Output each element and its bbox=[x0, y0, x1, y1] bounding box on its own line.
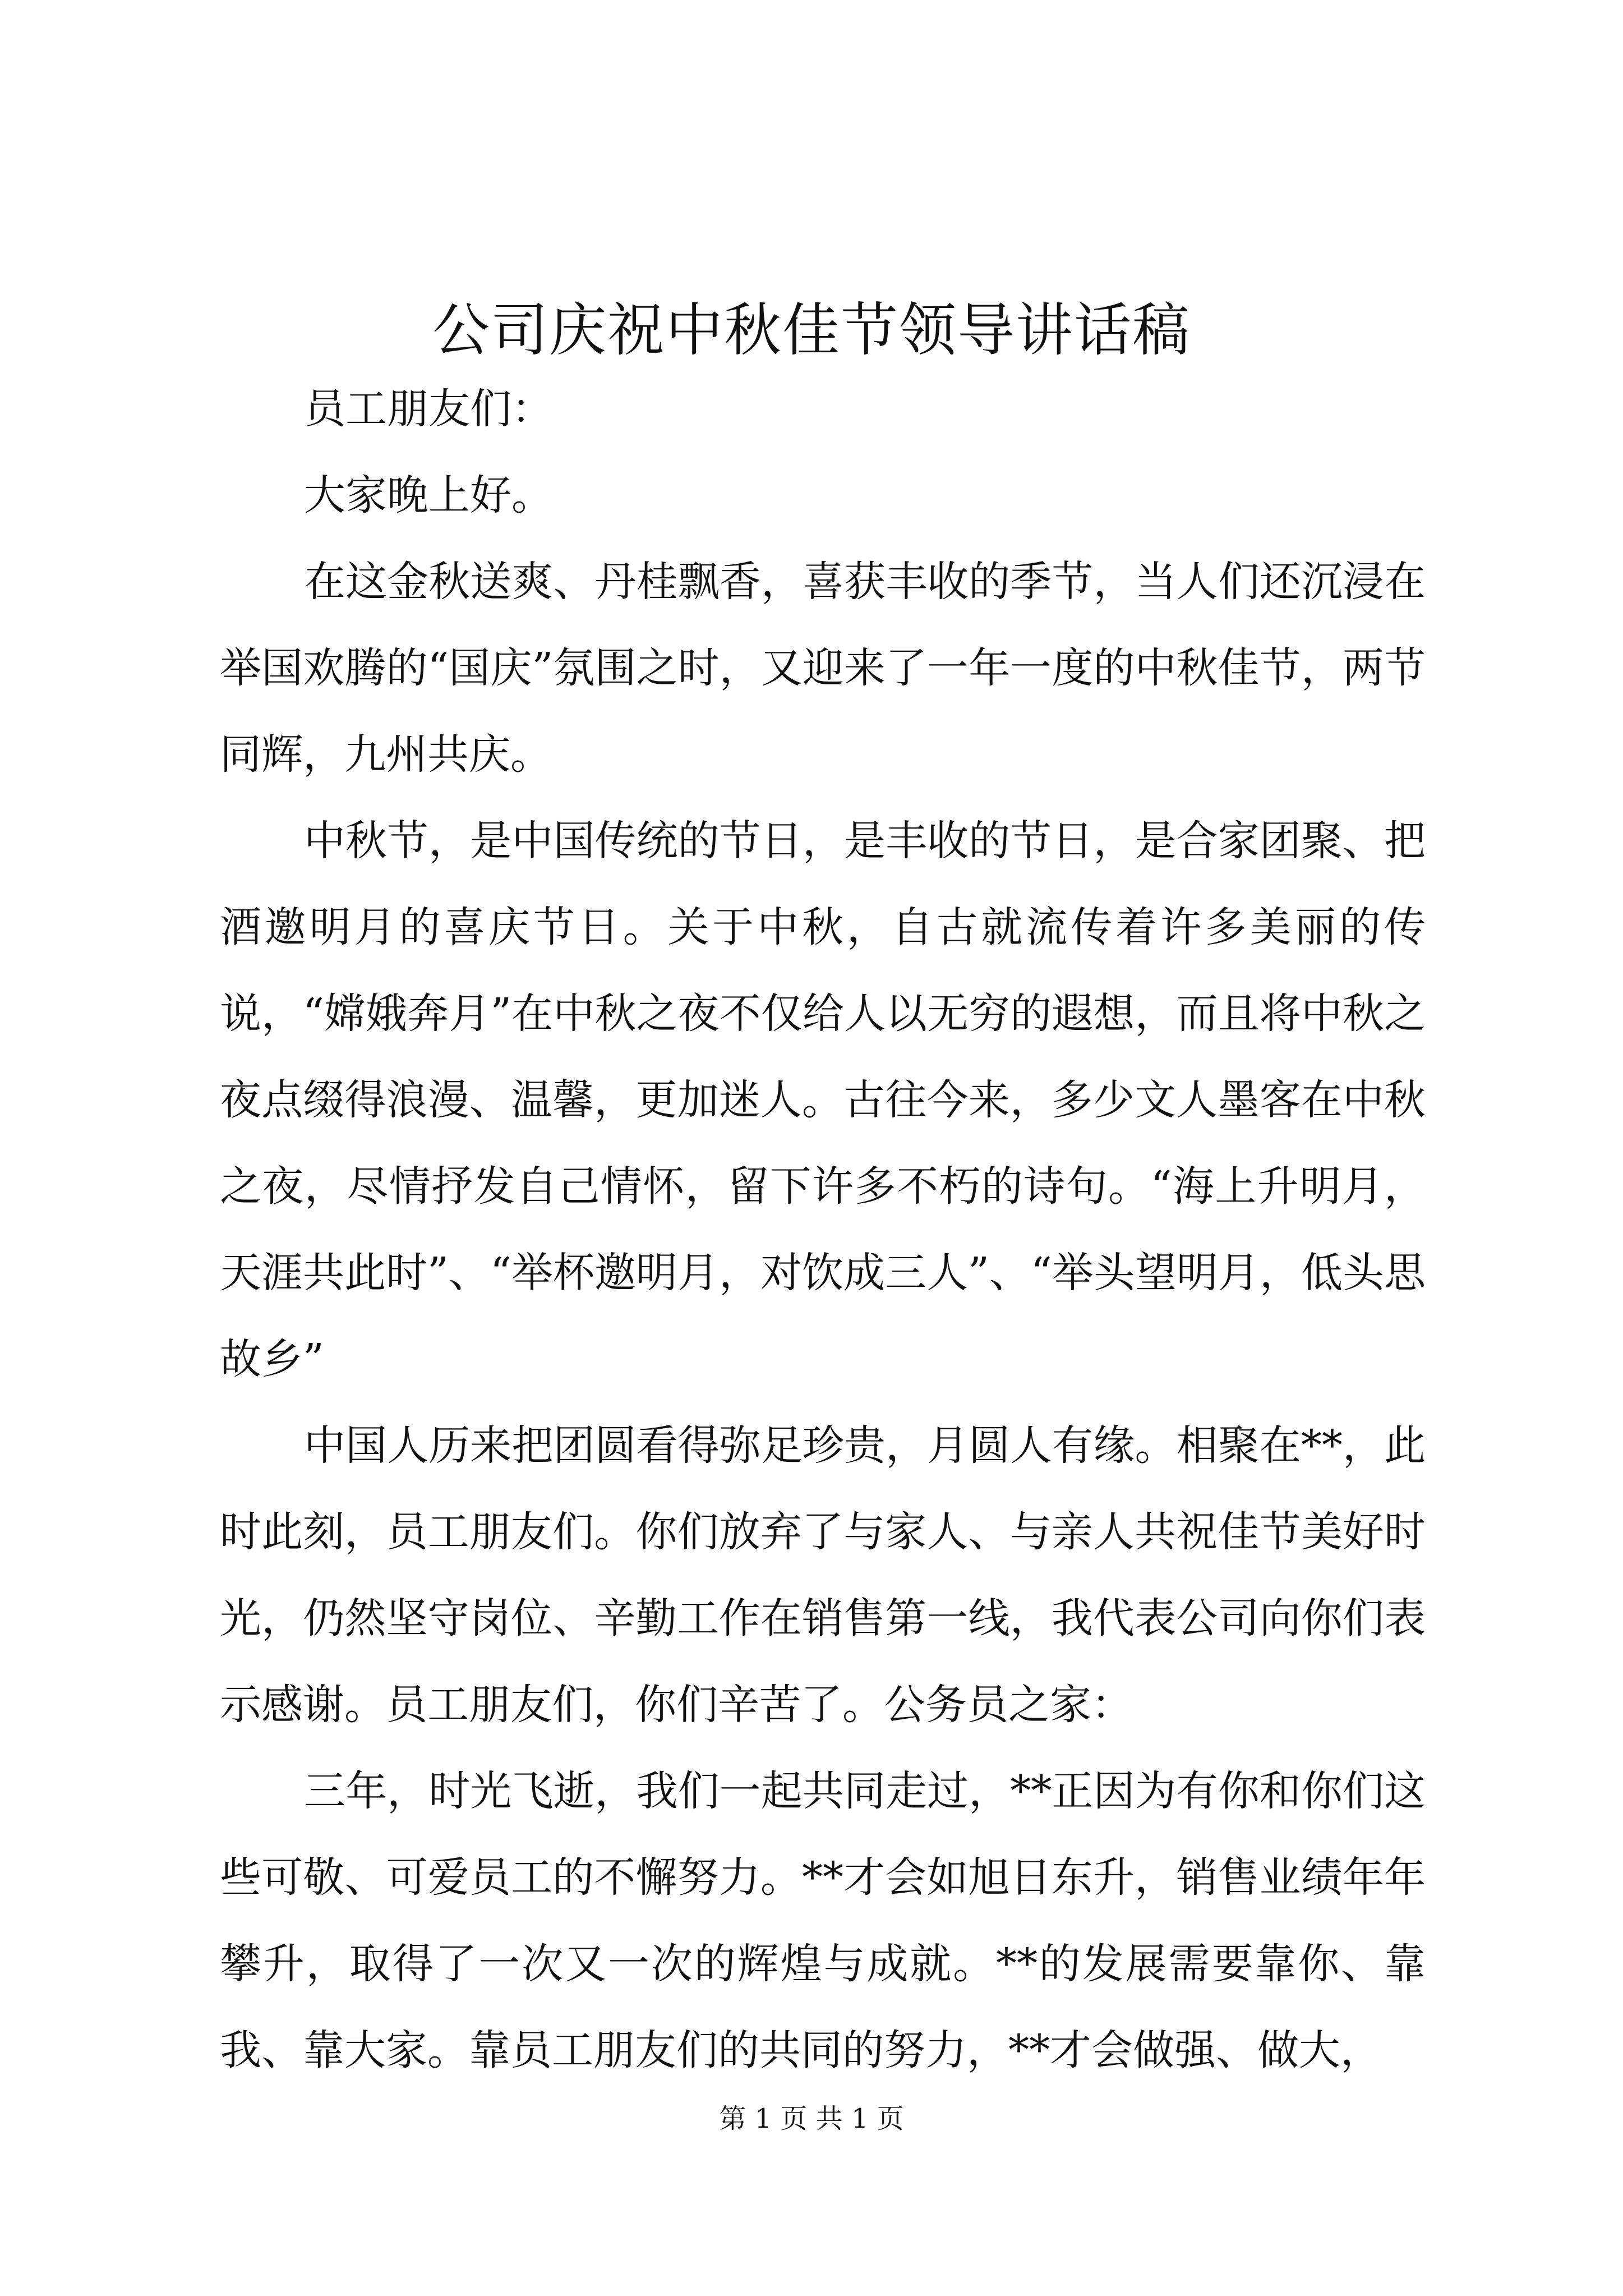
document-title: 公司庆祝中秋佳节领导讲话稿 bbox=[432, 297, 1191, 364]
document-body bbox=[220, 366, 1426, 2093]
paragraph-gratitude: 中国人历来把团圆看得弥足珍贵，月圆人有缘。相聚在**，此时此刻，员工朋友们。你们放弃了与家人、与亲人共祝佳节美好时光，仍然坚守岗位、辛勤工作在销售第一线，我代表公司向你们表示感谢。员工朋友们，你们辛苦了。公务员之家： bbox=[220, 1421, 1426, 1729]
page-number-footer: 第 1 页 共 1 页 bbox=[719, 2103, 904, 2134]
paragraph-salutation: 员工朋友们： bbox=[304, 385, 553, 433]
paragraph-mid-autumn: 中秋节，是中国传统的节日，是丰收的节日，是合家团聚、把酒邀明月的喜庆节日。关于中秋，自古就流传着许多美丽的传说，“嫦娥奔月”在中秋之夜不仅给人以无穷的遐想，而且将中秋之夜点缀得浪漫、温馨，更加迷人。古往今来，多少文人墨客在中秋之夜，尽情抒发自己情怀，留下许多不朽的诗句。“海上升明月，天涯共此时”、“举杯邀明月，对饮成三人”、“举头望明月，低头思故乡” bbox=[220, 817, 1426, 1383]
paragraph-greeting: 大家晚上好。 bbox=[304, 471, 553, 519]
paragraph-season: 在这金秋送爽、丹桂飘香，喜获丰收的季节，当人们还沉浸在举国欢腾的“国庆”氛围之时，又迎来了一年一度的中秋佳节，两节同辉，九州共庆。 bbox=[220, 558, 1426, 779]
paragraph-three-years: 三年，时光飞逝，我们一起共同走过，**正因为有你和你们这些可敬、可爱员工的不懈努力。**才会如旭日东升，销售业绩年年攀升，取得了一次又一次的辉煌与成就。**的发展需要靠你、靠我、靠大家。靠员工朋友们的共同的努力，**才会做强、做大， bbox=[220, 1767, 1426, 2074]
